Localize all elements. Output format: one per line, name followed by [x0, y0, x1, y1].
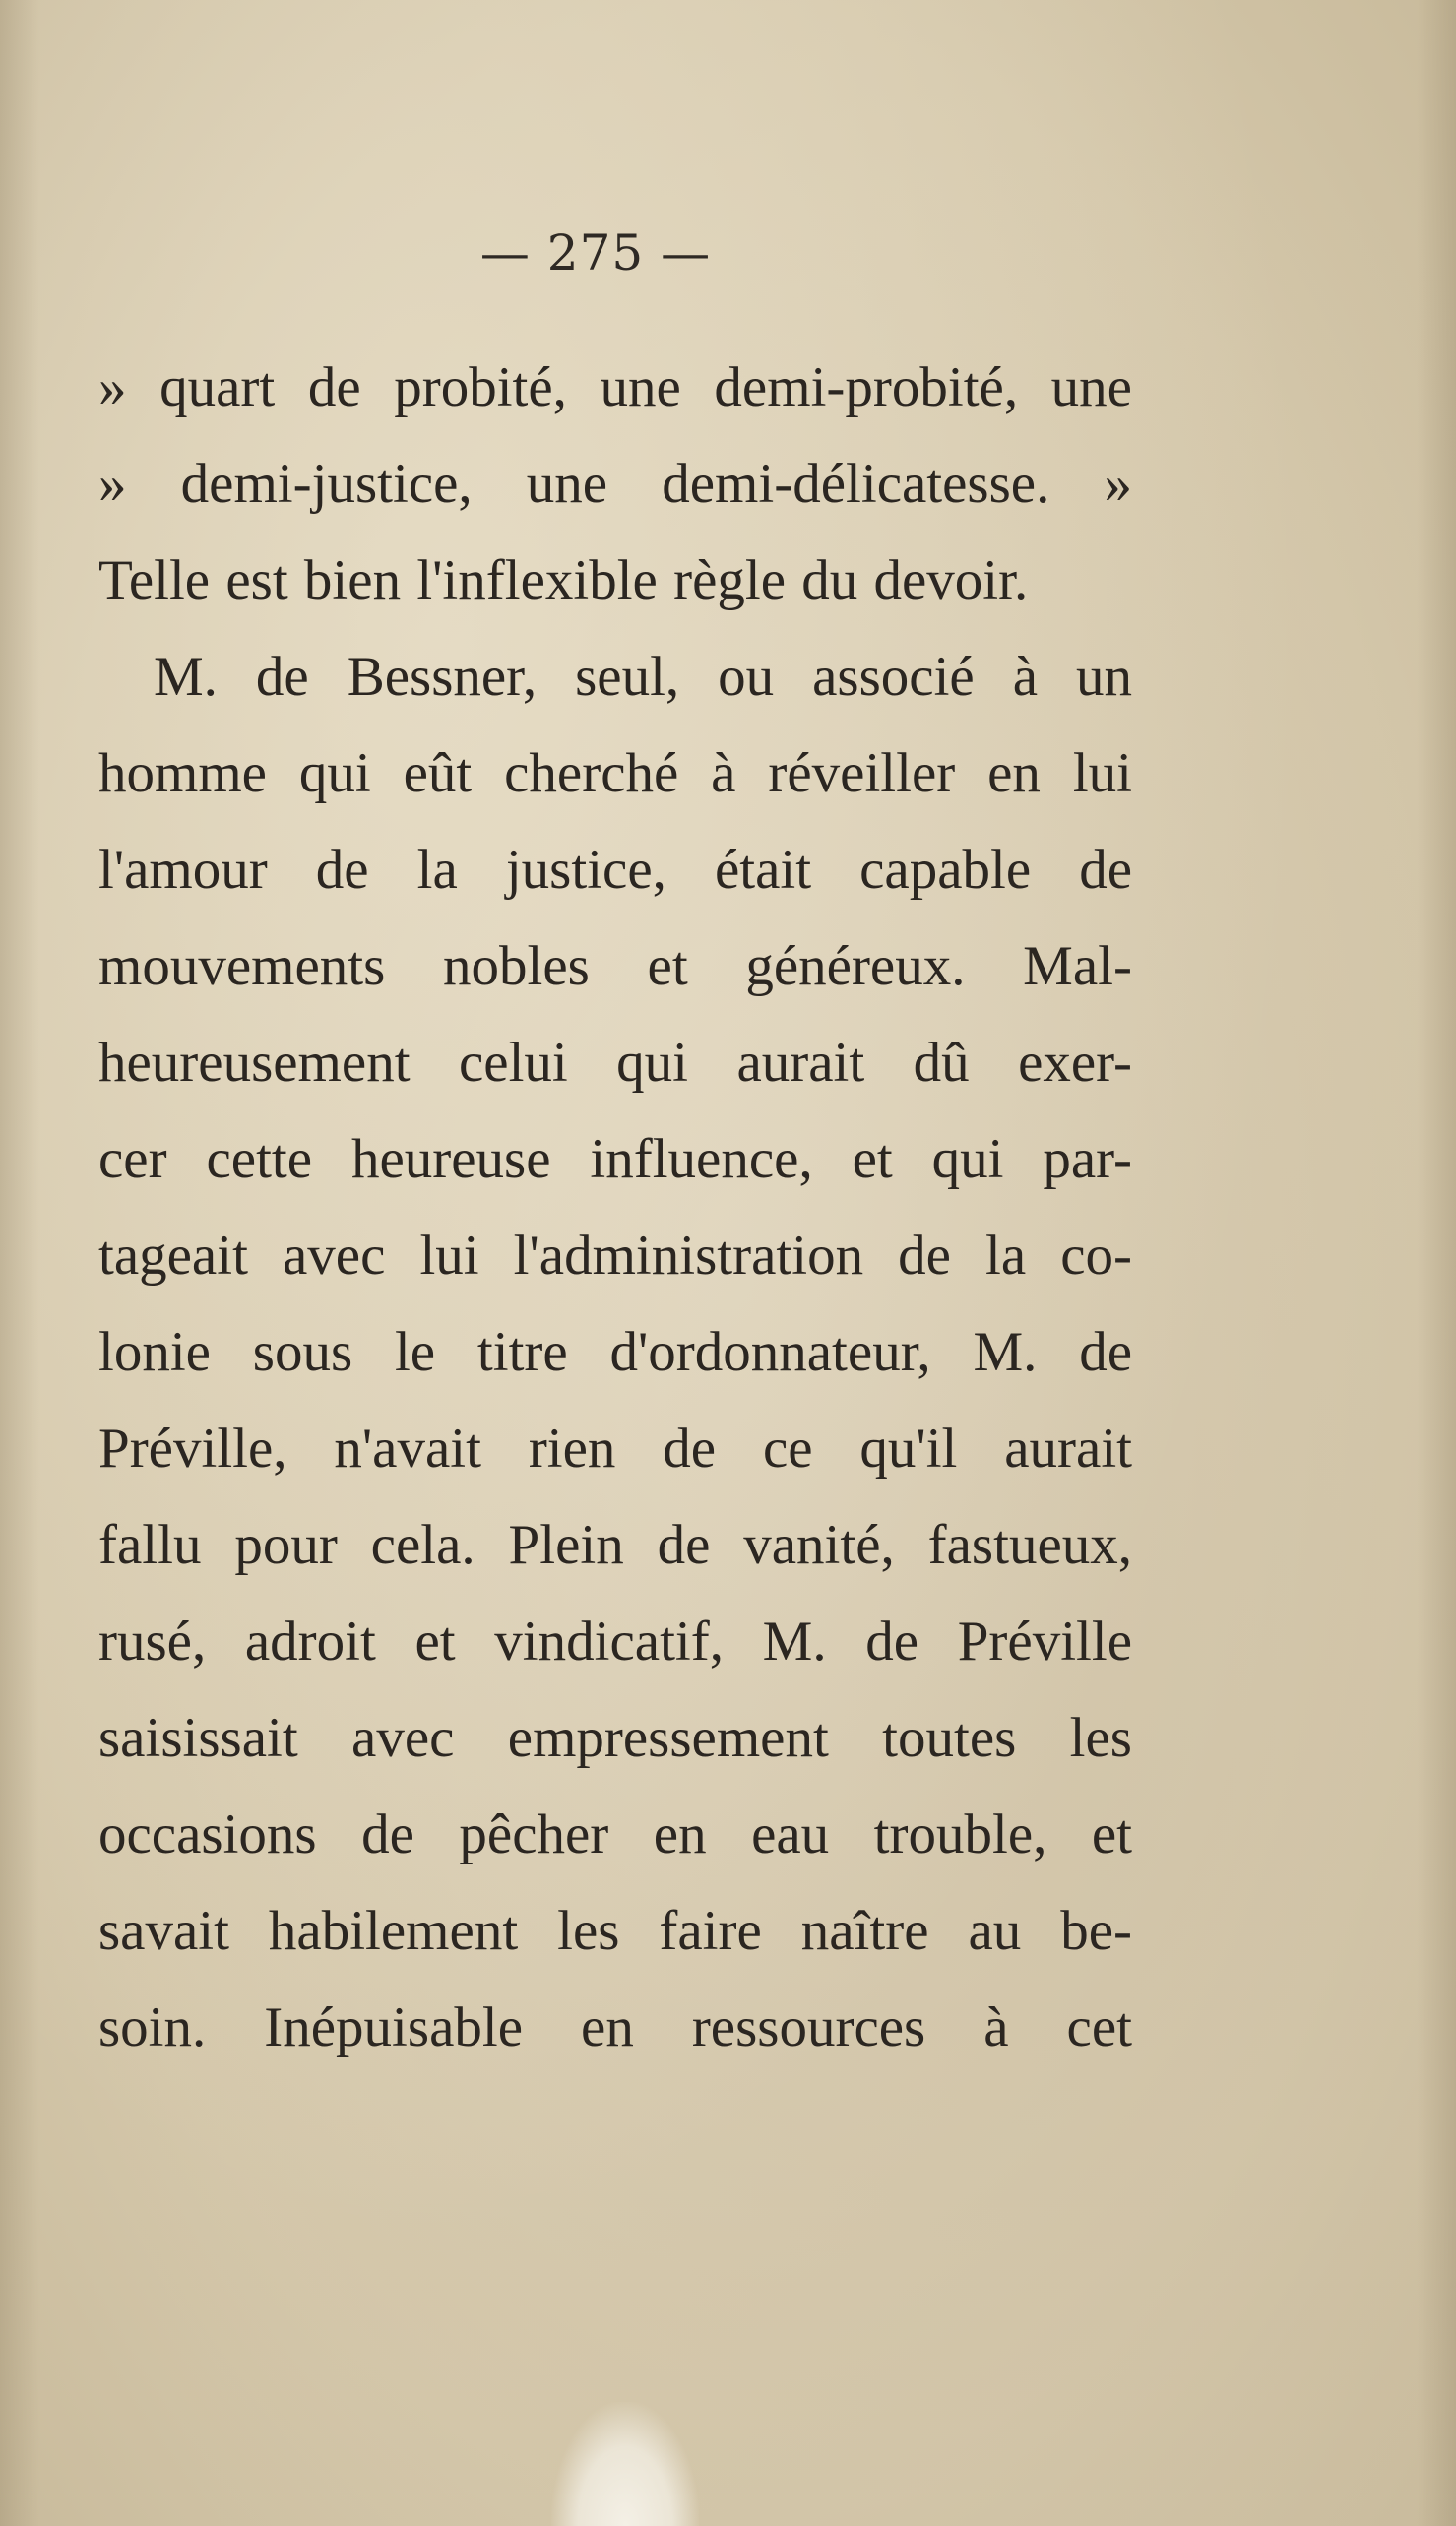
text-line: Telle est bien l'inflexible règle du devoir. [98, 549, 1029, 611]
text-line: l'amour de la justice, était capable de [98, 839, 1132, 901]
page-edge-shadow-left [0, 0, 39, 2526]
text-line: lonie sous le titre d'ordonnateur, M. de [98, 1321, 1132, 1383]
text-line: fallu pour cela. Plein de vanité, fastueux, [98, 1514, 1132, 1576]
text-line: occasions de pêcher en eau trouble, et [98, 1803, 1132, 1865]
page-edge-shadow-right [1417, 0, 1456, 2526]
text-line: » quart de probité, une demi-probité, une [98, 356, 1132, 418]
text-line: heureusement celui qui aurait dû exer- [98, 1032, 1132, 1094]
text-line: M. de Bessner, seul, ou associé à un [154, 646, 1132, 708]
text-line: savait habilement les faire naître au be- [98, 1900, 1132, 1962]
body-text [98, 340, 1132, 2076]
text-line: rusé, adroit et vindicatif, M. de Préville [98, 1610, 1132, 1673]
text-line: saisissait avec empressement toutes les [98, 1707, 1132, 1769]
text-line: » demi-justice, une demi-délicatesse. » [98, 453, 1132, 515]
text-line: Préville, n'avait rien de ce qu'il aurait [98, 1418, 1132, 1480]
paper-tear-mark [551, 2402, 699, 2526]
text-line: cer cette heureuse influence, et qui par- [98, 1128, 1132, 1190]
text-line: mouvements nobles et généreux. Mal- [98, 935, 1132, 997]
text-line: homme qui eût cherché à réveiller en lui [98, 742, 1132, 804]
text-line: tageait avec lui l'administration de la co- [98, 1225, 1132, 1287]
text-line: soin. Inépuisable en ressources à cet [98, 1996, 1132, 2058]
page-number: — 275 — [479, 224, 712, 282]
